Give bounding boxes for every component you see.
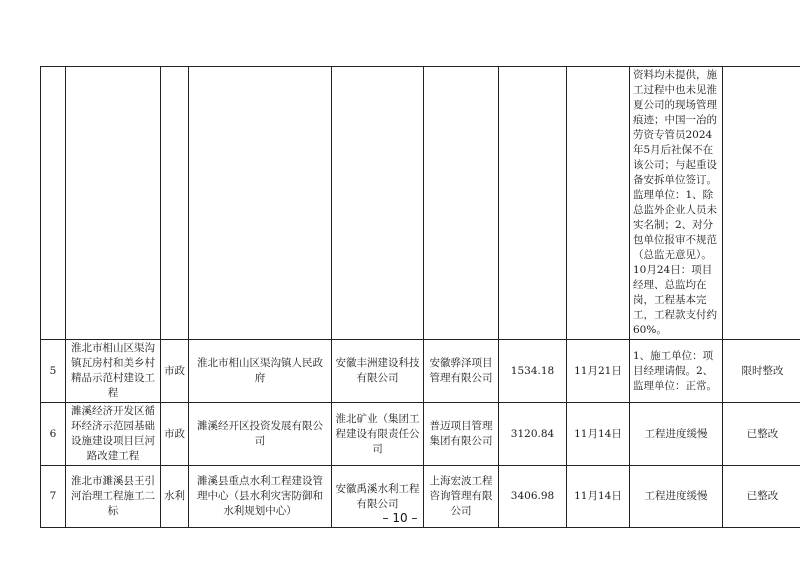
cell-amount bbox=[499, 67, 567, 340]
cell-owner: 濉溪经开区投资发展有限公司 bbox=[189, 403, 332, 466]
cell-contractor bbox=[332, 67, 424, 340]
cell-amount: 1534.18 bbox=[499, 340, 567, 403]
cell-no: 6 bbox=[41, 403, 66, 466]
cell-supervisor bbox=[424, 67, 499, 340]
cell-type: 水利 bbox=[161, 466, 189, 528]
cell-issues: 1、施工单位：项目经理请假。2、监理单位：正常。 bbox=[630, 340, 723, 403]
cell-no: 7 bbox=[41, 466, 66, 528]
table-row-continued bbox=[41, 67, 800, 340]
cell-status bbox=[723, 67, 800, 340]
cell-status: 已整改 bbox=[723, 403, 800, 466]
page-number: – 10 – bbox=[382, 511, 418, 525]
cell-owner: 淮北市相山区渠沟镇人民政府 bbox=[189, 340, 332, 403]
cell-supervisor: 上海宏波工程咨询管理有限公司 bbox=[424, 466, 499, 528]
cell-issues: 工程进度缓慢 bbox=[630, 466, 723, 528]
cell-type bbox=[161, 67, 189, 340]
cell-project: 淮北市濉溪县王引河治理工程施工二标 bbox=[66, 466, 161, 528]
cell-type: 市政 bbox=[161, 403, 189, 466]
inspection-table bbox=[40, 66, 800, 528]
cell-owner: 濉溪县重点水利工程建设管理中心（县水利灾害防御和水利规划中心） bbox=[189, 466, 332, 528]
cell-date bbox=[567, 67, 630, 340]
cell-owner bbox=[189, 67, 332, 340]
cell-issues: 工程进度缓慢 bbox=[630, 403, 723, 466]
cell-date: 11月14日 bbox=[567, 403, 630, 466]
cell-date: 11月14日 bbox=[567, 466, 630, 528]
cell-type: 市政 bbox=[161, 340, 189, 403]
cell-amount: 3406.98 bbox=[499, 466, 567, 528]
cell-status: 已整改 bbox=[723, 466, 800, 528]
cell-issues: 资料均未提供，施工过程中也未见淮夏公司的现场管理痕迹；中国一冶的劳资专管员2024年5月后社保不在该公司；与起重设备安拆单位签订。监理单位：1、除总监外企业人员未实名制；2、对分包单位报审不规范（总监无意见）。10月24日：项目经理、总监均在岗，工程基本完工，工程款支付约60%。 bbox=[630, 67, 723, 340]
cell-no bbox=[41, 67, 66, 340]
cell-date: 11月21日 bbox=[567, 340, 630, 403]
table-row bbox=[41, 403, 800, 466]
cell-contractor: 淮北矿业（集团工程建设有限责任公司 bbox=[332, 403, 424, 466]
cell-status: 限时整改 bbox=[723, 340, 800, 403]
cell-project: 濉溪经济开发区循环经济示范园基础设施建设项目巨河路改建工程 bbox=[66, 403, 161, 466]
cell-project bbox=[66, 67, 161, 340]
table-row bbox=[41, 340, 800, 403]
cell-supervisor: 普迈项目管理集团有限公司 bbox=[424, 403, 499, 466]
cell-amount: 3120.84 bbox=[499, 403, 567, 466]
cell-contractor: 安徽丰洲建设科技有限公司 bbox=[332, 340, 424, 403]
cell-no: 5 bbox=[41, 340, 66, 403]
cell-project: 淮北市相山区渠沟镇瓦房村和美乡村精品示范村建设工程 bbox=[66, 340, 161, 403]
cell-contractor: 安徽禹溪水利工程有限公司 bbox=[332, 466, 424, 528]
cell-supervisor: 安徽骅泽项目管理有限公司 bbox=[424, 340, 499, 403]
